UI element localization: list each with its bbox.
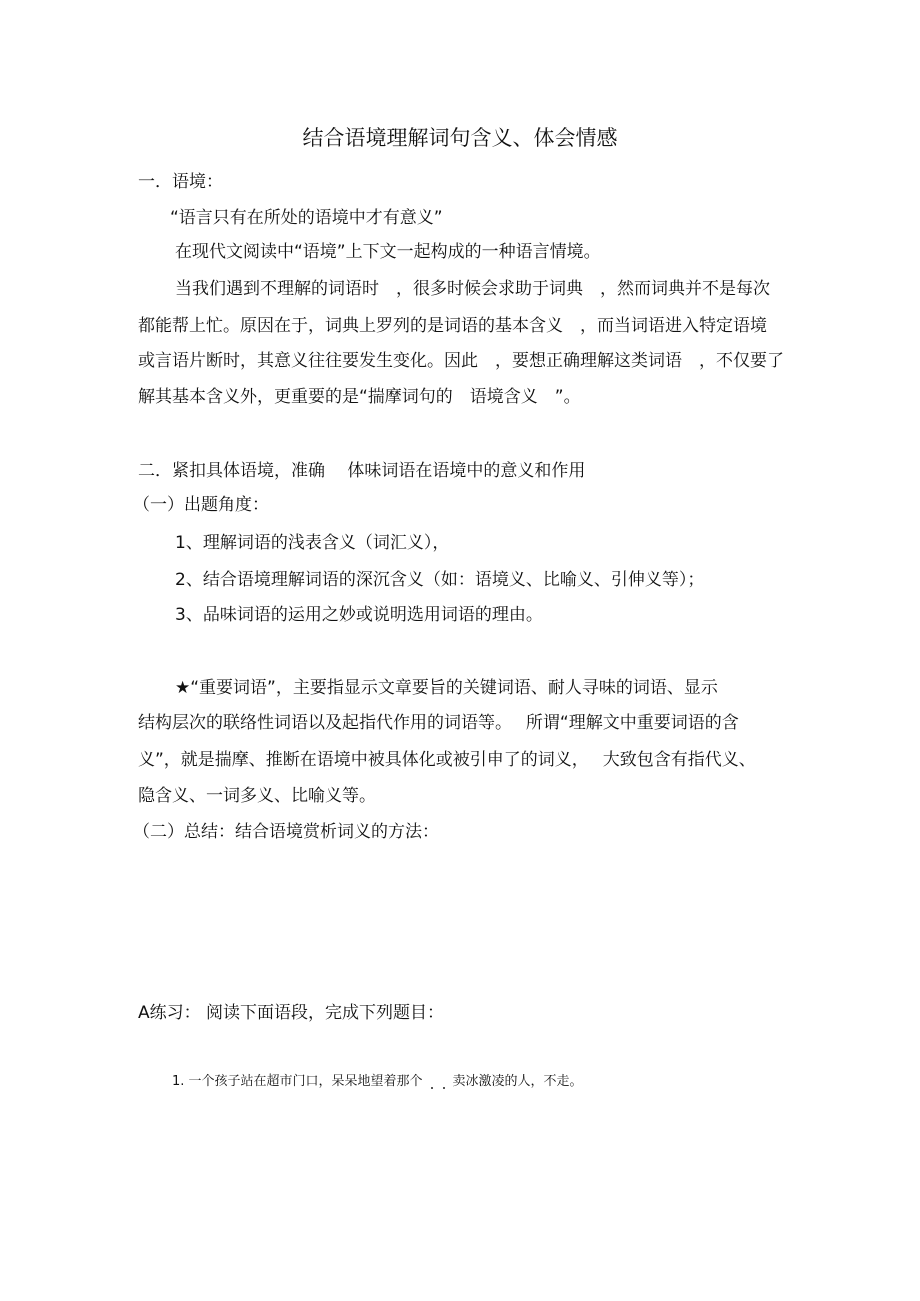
subsection-heading: （二）总结：结合语境赏析词义的方法：	[133, 822, 439, 842]
emphasis-dots	[423, 1071, 453, 1085]
list-item: 1、理解词语的浅表含义（词汇义），	[175, 533, 450, 553]
note-line: 结构层次的联络性词语以及起指代作用的词语等。 所谓“理解文中重要词语的含	[138, 713, 739, 733]
subsection-heading: （一）出题角度：	[133, 495, 269, 515]
page-title: 结合语境理解词句含义、体会情感	[302, 126, 618, 150]
note-line: ★“重要词语”，主要指显示文章要旨的关键词语、耐人寻味的词语、显示	[175, 678, 718, 698]
paragraph-line: 都能帮上忙。原因在于，词典上罗列的是词语的基本含义 ，而当词语进入特定语境	[138, 316, 767, 336]
question-text-after: 卖冰激凌的人，不走。	[452, 1074, 583, 1089]
definition-line: 在现代文阅读中“语境”上下文一起构成的一种语言情境。	[175, 242, 601, 262]
quote-line: “语言只有在所处的语境中才有意义”	[170, 208, 443, 228]
section1-heading: 一．语境：	[138, 172, 223, 192]
paragraph-line: 当我们遇到不理解的词语时 ，很多时候会求助于词典 ，然而词典并不是每次	[175, 279, 770, 299]
list-item: 2、结合语境理解词语的深沉含义（如：语境义、比喻义、引伸义等）；	[175, 570, 705, 590]
list-item: 3、品味词语的运用之妙或说明选用词语的理由。	[175, 605, 543, 625]
paragraph-line: 解其基本含义外，更重要的是“揣摩词句的 语境含义 ”。	[138, 387, 581, 407]
section2-heading: 二．紧扣具体语境，准确 体味词语在语境中的意义和作用	[138, 461, 586, 481]
paragraph-line: 或言语片断时，其意义往往要发生变化。因此 ，要想正确理解这类词语 ，不仅要了	[138, 351, 784, 371]
practice-question	[172, 1071, 583, 1091]
note-line: 隐含义、一词多义、比喻义等。	[138, 786, 376, 806]
question-text-before: 1. 一个孩子站在超市门口，呆呆地望着那个	[172, 1074, 423, 1089]
note-line: 义”，就是揣摩、推断在语境中被具体化或被引申了的词义， 大致包含有指代义、	[138, 750, 756, 770]
practice-heading: A练习： 阅读下面语段，完成下列题目：	[138, 1003, 445, 1023]
